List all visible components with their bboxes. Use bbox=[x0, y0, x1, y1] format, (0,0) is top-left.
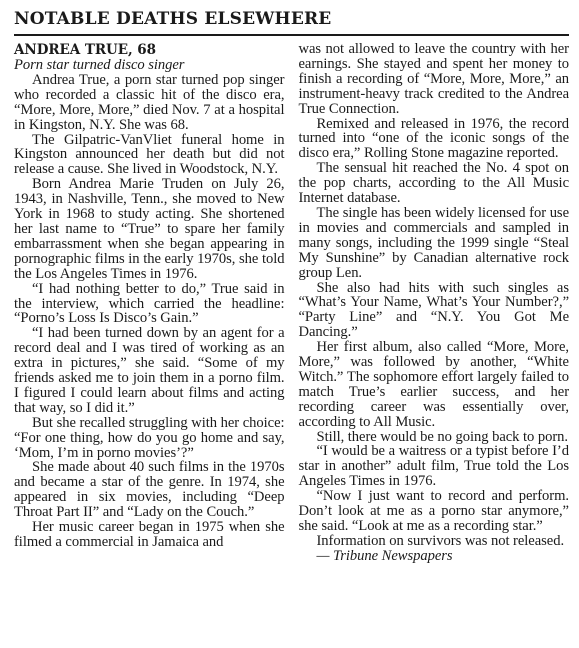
paragraph: Andrea True, a porn star turned pop singer who recorded a classic hit of the disco era, “More, More, More,” died Nov. 7 at a hospital in Kingston, N.Y. She was 68. bbox=[14, 71, 285, 133]
paragraph: Still, there would be no going back to porn. bbox=[316, 428, 569, 445]
byline-credit: — Tribune Newspapers bbox=[316, 547, 453, 564]
right-column bbox=[299, 42, 570, 564]
section-rule bbox=[14, 34, 569, 36]
paragraph: The sensual hit reached the No. 4 spot on the pop charts, according to the All Music Internet database. bbox=[298, 160, 569, 207]
paragraph: She made about 40 such films in the 1970s and became a star of the genre. In 1974, she appeared in six movies, including “Deep Throat Part II” and “Lady on the Couch.” bbox=[14, 459, 285, 521]
paragraph: Information on survivors was not released. bbox=[316, 532, 565, 549]
paragraph: Remixed and released in 1976, the record turned into “one of the iconic songs of the disco era,” Rolling Stone magazine reported. bbox=[298, 115, 569, 162]
paragraph: But she recalled struggling with her choice: “For one thing, how do you go home and say, ‘Mom, I’m in porno movies’?” bbox=[14, 414, 285, 461]
paragraph: Her first album, also called “More, More, More,” was followed by another, “White Witch.” The sophomore effort largely failed to match True’s earlier success, and her recording career was essentially over, according to All Music. bbox=[298, 339, 569, 430]
paragraph: Her music career began in 1975 when she filmed a commercial in Jamaica and bbox=[14, 519, 285, 550]
paragraph: The single has been widely licensed for use in movies and commercials and sampled in many songs, including the 1999 single “Steal My Sunshine” by Canadian alternative rock group Len. bbox=[298, 204, 569, 281]
obituary-name: ANDREA TRUE, 68 bbox=[14, 42, 156, 58]
left-column bbox=[14, 42, 285, 564]
article-columns bbox=[14, 42, 569, 564]
paragraph: Born Andrea Marie Truden on July 26, 1943, in Nashville, Tenn., she moved to New York in 1968 to study acting. She shortened her last name to “True” to spare her family embarrassment when she began appearing in pornographic films in the early 1970s, she told the Los Angeles Times in 1976. bbox=[14, 176, 285, 282]
paragraph: “Now I just want to record and perform. Don’t look at me as a porno star anymore,” she said. “Look at me as a recording star.” bbox=[298, 488, 569, 534]
paragraph: She also had hits with such singles as “What’s Your Name, What’s Your Number?,” “Party Line” and “N.Y. You Got Me Dancing.” bbox=[298, 279, 569, 341]
paragraph: “I had nothing better to do,” True said in the interview, which carried the headline: “Porno’s Loss Is Disco’s Gain.” bbox=[14, 280, 285, 327]
paragraph: “I had been turned down by an agent for a record deal and I was tired of working as an extra in pictures,” she said. “Some of my friends asked me to join them in a porno film. I figured I could learn about films and acting that way, so I did it.” bbox=[14, 325, 285, 416]
paragraph: The Gilpatric-VanVliet funeral home in Kingston announced her death but did not release a cause. She lived in Woodstock, N.Y. bbox=[14, 131, 285, 178]
paragraph: “I would be a waitress or a typist before I’d star in another” adult film, True told the Los Angeles Times in 1976. bbox=[298, 443, 569, 490]
obituary-subhead: Porn star turned disco singer bbox=[14, 57, 185, 73]
section-title: NOTABLE DEATHS ELSEWHERE bbox=[14, 9, 332, 29]
paragraph-continuation: was not allowed to leave the country with her earnings. She stayed and spent her money to finish a recording of “More, More, More,” an instrument-heavy track credited to the Andrea True Connection. bbox=[298, 41, 569, 117]
